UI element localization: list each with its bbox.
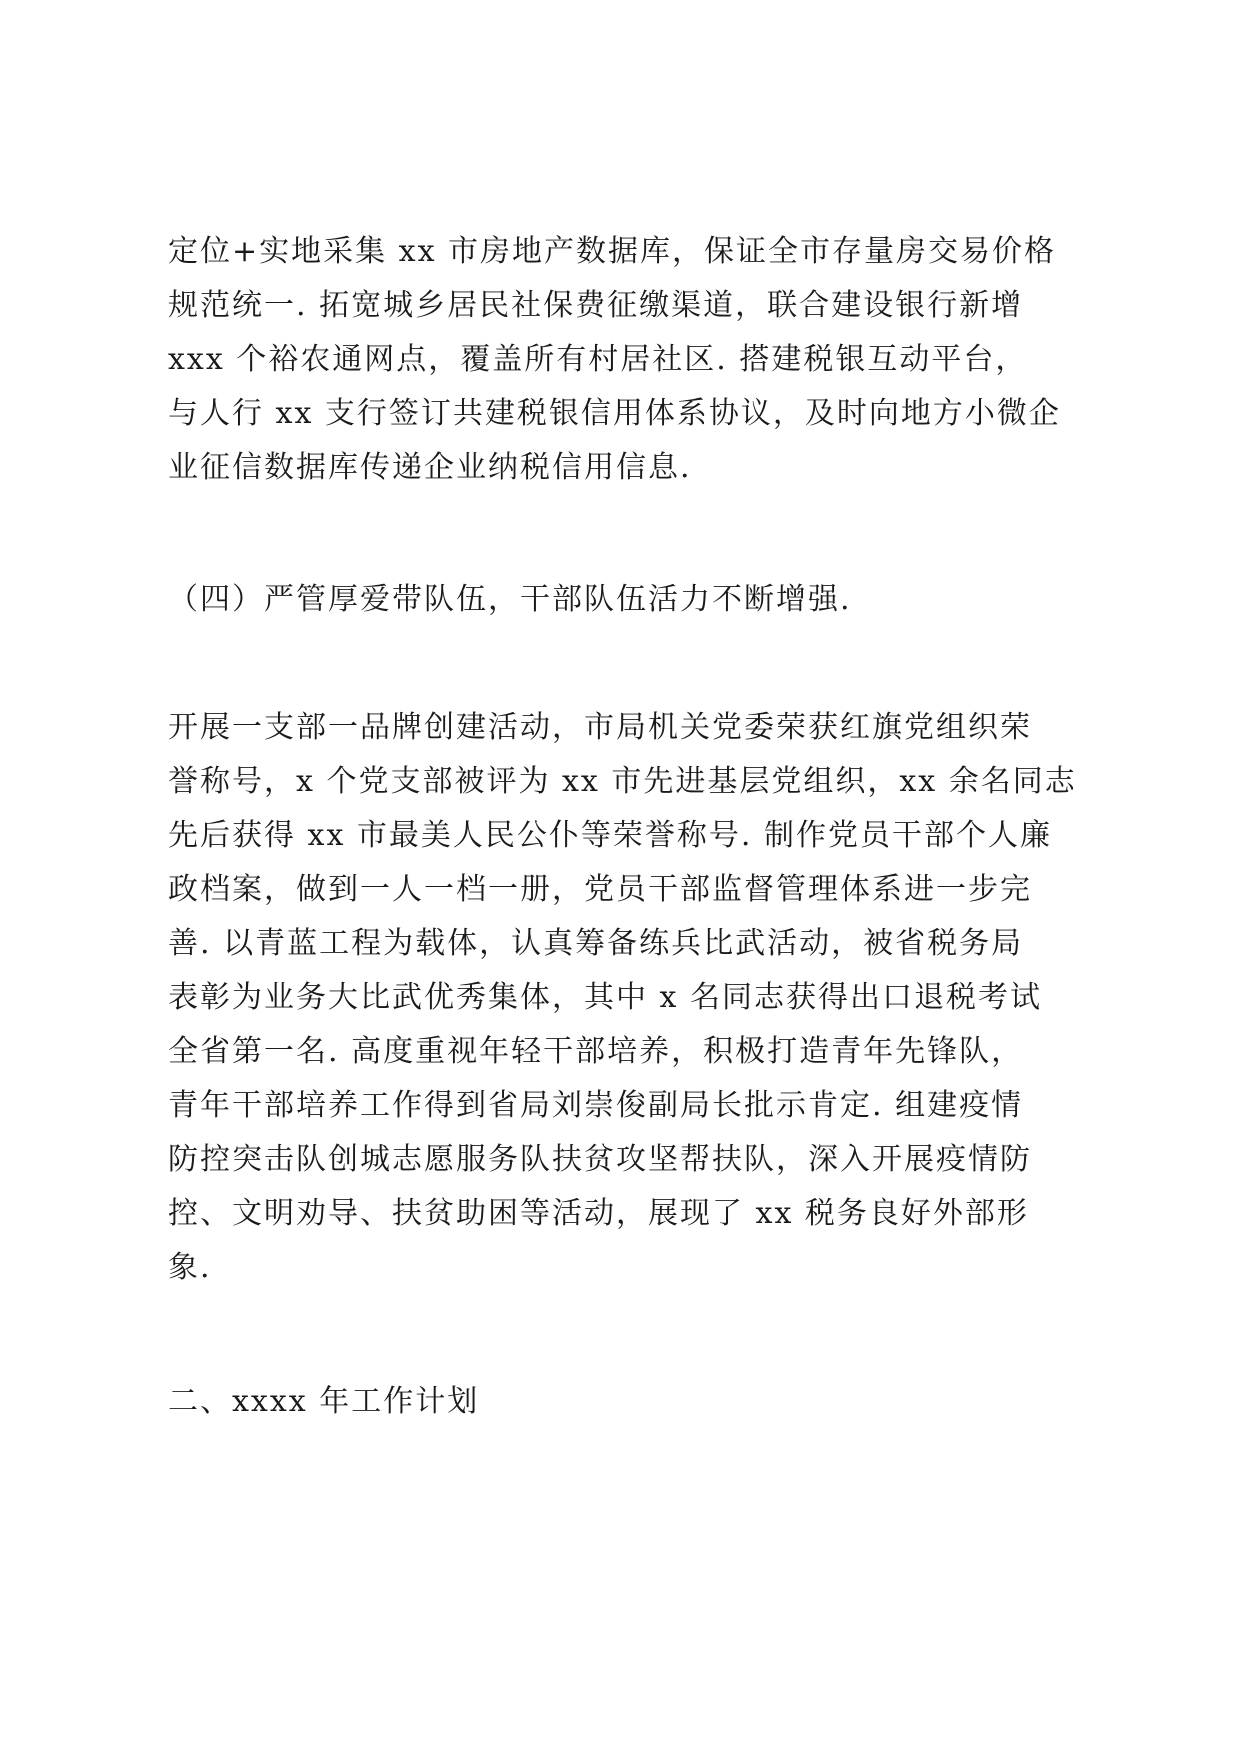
paragraph-2-line-3: 先后获得 xx 市最美人民公仆等荣誉称号. 制作党员干部个人廉 xyxy=(168,818,1052,853)
paragraph-2-line-5: 善. 以青蓝工程为载体，认真筹备练兵比武活动，被省税务局 xyxy=(168,926,1024,961)
paragraph-2-line-6: 表彰为业务大比武优秀集体，其中 x 名同志获得出口退税考试 xyxy=(168,980,1042,1015)
paragraph-2-line-4: 政档案，做到一人一档一册，党员干部监督管理体系进一步完 xyxy=(168,872,1032,907)
paragraph-2-line-10: 控、文明劝导、扶贫助困等活动，展现了 xx 税务良好外部形 xyxy=(168,1196,1029,1231)
paragraph-2-line-1: 开展一支部一品牌创建活动，市局机关党委荣获红旗党组织荣 xyxy=(168,710,1032,745)
paragraph-2-line-9: 防控突击队创城志愿服务队扶贫攻坚帮扶队，深入开展疫情防 xyxy=(168,1142,1032,1177)
paragraph-1-line-3: xxx 个裕农通网点，覆盖所有村居社区. 搭建税银互动平台， xyxy=(168,342,1028,377)
section-heading-4: （四）严管厚爱带队伍，干部队伍活力不断增强. xyxy=(168,582,852,617)
paragraph-1-line-2: 规范统一. 拓宽城乡居民社保费征缴渠道，联合建设银行新增 xyxy=(168,288,1024,323)
paragraph-2-line-2: 誉称号，x 个党支部被评为 xx 市先进基层党组织，xx 余名同志 xyxy=(168,764,1077,799)
paragraph-2-line-7: 全省第一名. 高度重视年轻干部培养，积极打造青年先锋队， xyxy=(168,1034,1024,1069)
paragraph-2-line-8: 青年干部培养工作得到省局刘崇俊副局长批示肯定. 组建疫情 xyxy=(168,1088,1024,1123)
paragraph-1-line-5: 业征信数据库传递企业纳税信用信息. xyxy=(168,450,692,485)
paragraph-2-line-11: 象. xyxy=(168,1250,212,1285)
section-2-heading: 二、xxxx 年工作计划 xyxy=(168,1384,480,1419)
paragraph-1-line-4: 与人行 xx 支行签订共建税银信用体系协议，及时向地方小微企 xyxy=(168,396,1061,431)
paragraph-1-line-1: 定位+实地采集 xx 市房地产数据库，保证全市存量房交易价格 xyxy=(168,234,1057,269)
